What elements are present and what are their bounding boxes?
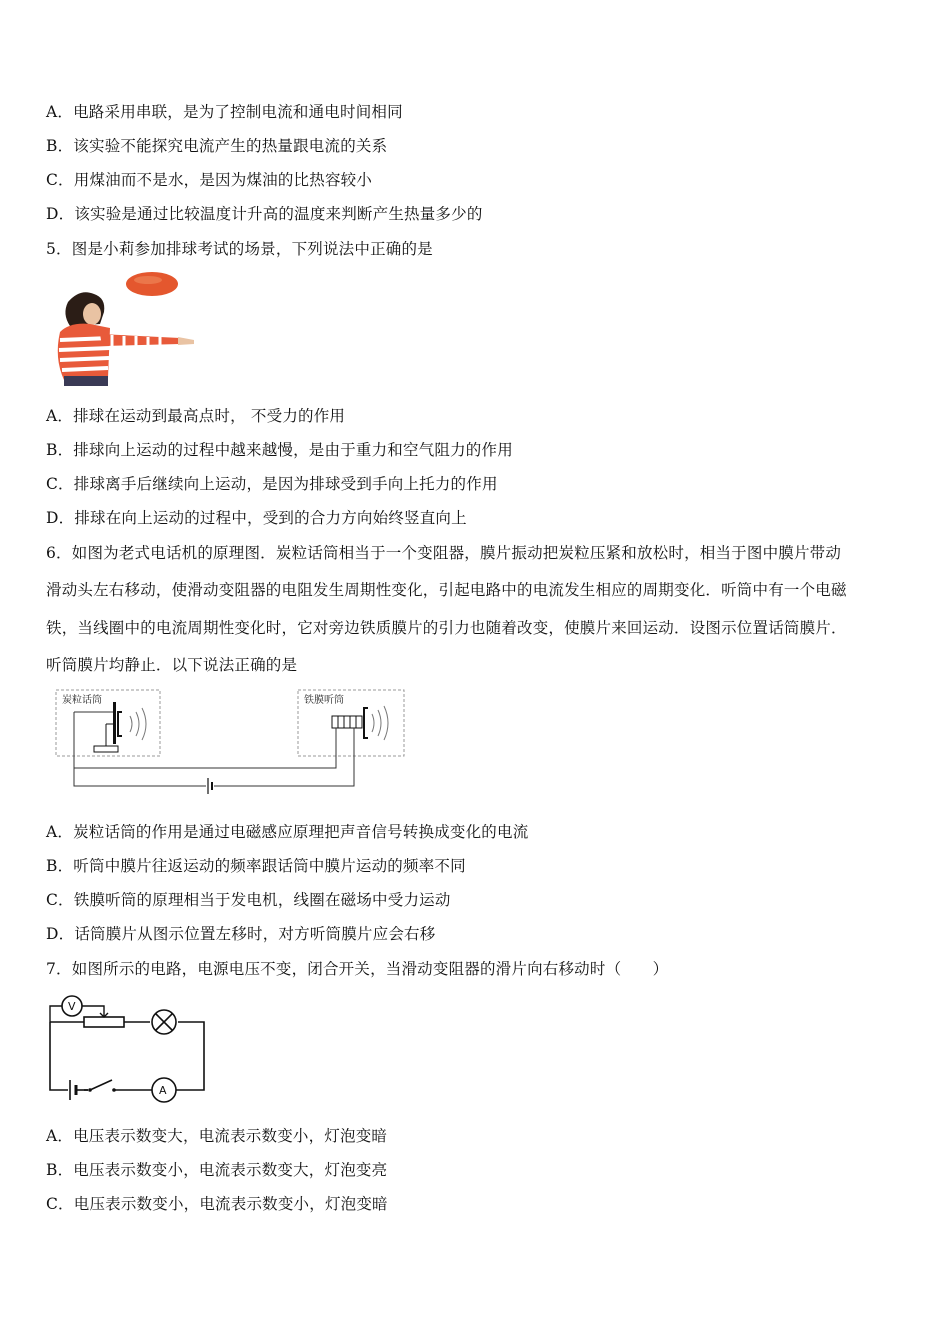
q5-stem: 5．图是小莉参加排球考试的场景，下列说法中正确的是 [46,240,433,258]
q6-option-b: B．听筒中膜片往返运动的频率跟话筒中膜片运动的频率不同 [46,857,466,875]
q7-option-b: B．电压表示数变小，电流表示数变大，灯泡变亮 [46,1161,388,1179]
battery-icon [70,1080,88,1100]
q6-option-d: D．话筒膜片从图示位置左移时，对方听筒膜片应会右移 [46,925,436,943]
q5-option-b: B．排球向上运动的过程中越来越慢，是由于重力和空气阻力的作用 [46,441,513,459]
q6-stem-line-2: 滑动头左右移动，使滑动变阻器的电阻发生周期性变化，引起电路中的电流发生相应的周期变化．听筒中有一个电磁 [46,581,847,599]
q5-option-d: D．排球在向上运动的过程中，受到的合力方向始终竖直向上 [46,509,467,527]
q6-stem-line-1: 6．如图为老式电话机的原理图．炭粒话筒相当于一个变阻器，膜片振动把炭粒压紧和放松时，相当于图中膜片带动 [46,544,842,562]
q7-stem: 7．如图所示的电路，电源电压不变，闭合开关，当滑动变阻器的滑片向右移动时（ ） [46,960,669,978]
q7-option-c: C．电压表示数变小，电流表示数变小，灯泡变暗 [46,1195,388,1213]
q4-option-b: B．该实验不能探究电流产生的热量跟电流的关系 [46,137,388,155]
volleyball-player-photo [50,268,200,386]
q7-option-a: A．电压表示数变大，电流表示数变小，灯泡变暗 [46,1127,388,1145]
q5-option-c: C．排球离手后继续向上运动，是因为排球受到手向上托力的作用 [46,475,498,493]
switch-icon [88,1080,116,1092]
series-circuit-diagram [44,990,210,1108]
telephone-circuit-diagram [50,686,410,798]
rheostat-icon [84,1013,124,1027]
earpiece-label: 铁膜听筒 [304,695,344,706]
ammeter-icon [152,1078,176,1102]
q4-option-d: D．该实验是通过比较温度计升高的温度来判断产生热量多少的 [46,205,483,223]
q4-option-c: C．用煤油而不是水，是因为煤油的比热容较小 [46,171,373,189]
volleyball-icon [126,272,178,296]
q6-option-c: C．铁膜听筒的原理相当于发电机，线圈在磁场中受力运动 [46,891,451,909]
microphone-diaphragm-icon [113,702,146,744]
lamp-icon [152,1010,176,1034]
voltmeter-label: V [68,1000,76,1013]
microphone-label: 炭粒话筒 [62,695,102,706]
q6-stem-line-3: 铁，当线圈中的电流周期性变化时，它对旁边铁质膜片的引力也随着改变，使膜片来回运动．设图示位置话筒膜片． [46,619,847,637]
q6-option-a: A．炭粒话筒的作用是通过电磁感应原理把声音信号转换成变化的电流 [46,823,529,841]
q6-stem-line-4: 听筒膜片均静止．以下说法正确的是 [46,656,298,674]
q5-option-a: A．排球在运动到最高点时， 不受力的作用 [46,407,346,425]
electromagnet-coil-icon [332,706,388,740]
q4-option-a: A．电路采用串联，是为了控制电流和通电时间相同 [46,103,403,121]
ammeter-label: A [159,1084,167,1097]
battery-icon [206,778,214,794]
